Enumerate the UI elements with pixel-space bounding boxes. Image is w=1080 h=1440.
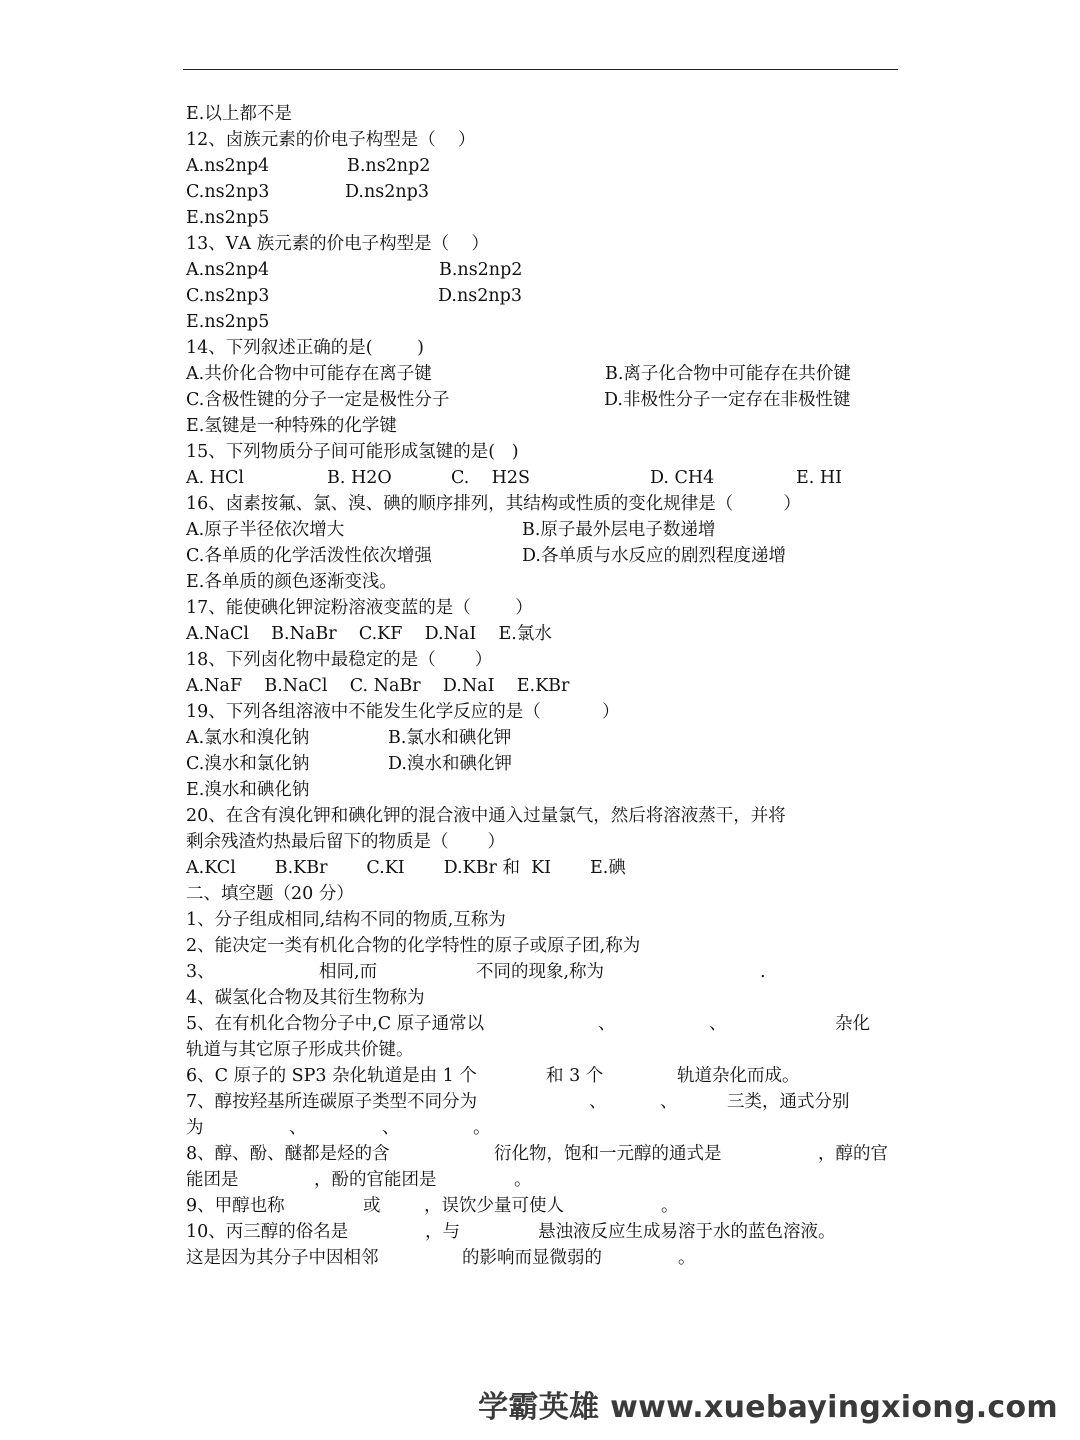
question-text: 19、下列各组溶液中不能发生化学反应的是（ ） (186, 702, 620, 722)
question-text-cont (186, 829, 906, 855)
option: A.原子半径依次增大 (186, 520, 345, 540)
question-text: 剩余残渣灼热最后留下的物质是（ ） (186, 832, 505, 852)
fill-text: 4、碳氢化合物及其衍生物称为 (186, 988, 425, 1008)
option: E.ns2np5 (186, 208, 270, 228)
fill-text: 不同的现象,称为 (476, 962, 605, 982)
fill-text: 轨道杂化而成。 (677, 1066, 800, 1086)
fill-text: 。 (514, 1170, 532, 1190)
fill-4 (186, 985, 906, 1011)
fill-text: 8、醇、酚、醚都是烃的含 (186, 1144, 390, 1164)
option: B.离子化合物中可能存在共价键 (605, 364, 851, 384)
option: B.ns2np2 (347, 156, 431, 176)
option-row (186, 543, 906, 569)
fill-text: 相同,而 (319, 962, 378, 982)
option: D.ns2np3 (438, 286, 522, 306)
fill-10-cont (186, 1245, 906, 1271)
section-heading (186, 881, 906, 907)
question-12 (186, 127, 906, 153)
fill-text: 、 (598, 1014, 616, 1034)
option-row (186, 361, 906, 387)
fill-text: 3、 (186, 962, 215, 982)
fill-10 (186, 1219, 906, 1245)
fill-8-cont (186, 1167, 906, 1193)
question-20 (186, 803, 906, 829)
question-17 (186, 595, 906, 621)
fill-text: 为 (186, 1118, 204, 1138)
question-19 (186, 699, 906, 725)
question-text: 13、ⅤA 族元素的价电子构型是（ ） (186, 234, 489, 254)
fill-text: 能团是 (186, 1170, 239, 1190)
option-row (186, 855, 906, 881)
fill-8 (186, 1141, 906, 1167)
option: E.氢键是一种特殊的化学键 (186, 416, 397, 436)
fill-text: 的影响而显微弱的 (462, 1248, 602, 1268)
option-row (186, 751, 906, 777)
option: B.原子最外层电子数递增 (522, 520, 716, 540)
option-row (186, 569, 906, 595)
option: C.含极性键的分子一定是极性分子 (186, 390, 450, 410)
fill-text: 悬浊液反应生成易溶于水的蓝色溶液。 (538, 1222, 836, 1242)
option: C.ns2np3 (186, 182, 270, 202)
fill-text: 、 (289, 1118, 307, 1138)
fill-text: 三类，通式分别 (727, 1092, 850, 1112)
fill-text: 。 (678, 1248, 696, 1268)
option-row (186, 309, 906, 335)
option-row (186, 179, 906, 205)
option: A.NaF B.NaCl C. NaBr D.NaI E.KBr (186, 676, 570, 696)
question-18 (186, 647, 906, 673)
option-row (186, 673, 906, 699)
fill-text: 。 (473, 1118, 491, 1138)
fill-9 (186, 1193, 906, 1219)
option-row (186, 621, 906, 647)
option: D.各单质与水反应的剧烈程度递增 (522, 546, 786, 566)
option: B.ns2np2 (439, 260, 523, 280)
option-row (186, 517, 906, 543)
fill-2 (186, 933, 906, 959)
fill-text: 衍化物，饱和一元醇的通式是 (494, 1144, 722, 1164)
question-15 (186, 439, 906, 465)
question-text: 14、下列叙述正确的是( ) (186, 338, 424, 358)
fill-text: 、 (382, 1118, 400, 1138)
option: E.溴水和碘化钠 (186, 780, 310, 800)
fill-text: 或 (363, 1196, 381, 1216)
fill-text: 7、醇按羟基所连碳原子类型不同分为 (186, 1092, 478, 1112)
question-text: 15、下列物质分子间可能形成氢键的是( ) (186, 442, 519, 462)
fill-1 (186, 907, 906, 933)
question-text: 12、卤族元素的价电子构型是（ ） (186, 130, 476, 150)
site-watermark: 学霸英雄 www.xuebayingxiong.com (478, 1390, 1058, 1425)
option: A.ns2np4 (186, 260, 270, 280)
option: A. HCl (186, 468, 245, 488)
fill-text: 和 3 个 (546, 1066, 604, 1086)
option: A.KCl B.KBr C.KI D.KBr 和 KI E.碘 (186, 858, 626, 878)
document-body (186, 101, 906, 1271)
fill-text: 、 (660, 1092, 678, 1112)
question-16 (186, 491, 906, 517)
option: D.ns2np3 (345, 182, 429, 202)
fill-text: 轨道与其它原子形成共价键。 (186, 1040, 414, 1060)
text-line (186, 101, 906, 127)
fill-text: 。 (661, 1196, 679, 1216)
fill-5-cont (186, 1037, 906, 1063)
fill-text: ，醇的官 (818, 1144, 888, 1164)
fill-text: 杂化 (835, 1014, 870, 1034)
question-14 (186, 335, 906, 361)
option: E. HI (796, 468, 843, 488)
option: A.NaCl B.NaBr C.KF D.NaI E.氯水 (186, 624, 552, 644)
option: C.各单质的化学活泼性依次增强 (186, 546, 432, 566)
option: A.氯水和溴化钠 (186, 728, 310, 748)
fill-text: 10、丙三醇的俗名是 (186, 1222, 349, 1242)
fill-text: 5、在有机化合物分子中,C 原子通常以 (186, 1014, 485, 1034)
option: E.ns2np5 (186, 312, 270, 332)
fill-text: . (760, 962, 766, 982)
option-row (186, 205, 906, 231)
option-row (186, 413, 906, 439)
option: B.氯水和碘化钾 (388, 728, 512, 748)
option: A.共价化合物中可能存在离子键 (186, 364, 432, 384)
fill-6 (186, 1063, 906, 1089)
option-row (186, 465, 906, 491)
option: C. H2S (451, 468, 530, 488)
question-text: 16、卤素按氟、氯、溴、碘的顺序排列，其结构或性质的变化规律是（ ） (186, 494, 801, 514)
question-13 (186, 231, 906, 257)
fill-text: 、 (709, 1014, 727, 1034)
fill-text: ，误饮少量可使人 (424, 1196, 564, 1216)
section-title: 二、填空题（20 分） (186, 884, 354, 904)
fill-text: 、 (589, 1092, 607, 1112)
option: D.非极性分子一定存在非极性键 (604, 390, 851, 410)
header-rule (183, 69, 898, 70)
fill-7-cont (186, 1115, 906, 1141)
option-row (186, 153, 906, 179)
fill-5 (186, 1011, 906, 1037)
text-segment: E.以上都不是 (186, 104, 292, 124)
fill-text: 9、甲醇也称 (186, 1196, 285, 1216)
option-row (186, 725, 906, 751)
fill-text: ，与 (425, 1222, 460, 1242)
option-row (186, 257, 906, 283)
option-row (186, 283, 906, 309)
fill-7 (186, 1089, 906, 1115)
fill-text: 2、能决定一类有机化合物的化学特性的原子或原子团,称为 (186, 936, 641, 956)
question-text: 17、能使碘化钾淀粉溶液变蓝的是（ ） (186, 598, 533, 618)
option-row (186, 777, 906, 803)
fill-text: 1、分子组成相同,结构不同的物质,互称为 (186, 910, 506, 930)
option: C.ns2np3 (186, 286, 270, 306)
option: D.溴水和碘化钾 (388, 754, 512, 774)
option: A.ns2np4 (186, 156, 270, 176)
option: E.各单质的颜色逐渐变浅。 (186, 572, 397, 592)
option-row (186, 387, 906, 413)
question-text: 20、在含有溴化钾和碘化钾的混合液中通入过量氯气，然后将溶液蒸干，并将 (186, 806, 786, 826)
option: C.溴水和氯化钠 (186, 754, 310, 774)
option: B. H2O (327, 468, 392, 488)
fill-3 (186, 959, 906, 985)
fill-text: ，酚的官能团是 (314, 1170, 437, 1190)
fill-text: 6、C 原子的 SP3 杂化轨道是由 1 个 (186, 1066, 477, 1086)
question-text: 18、下列卤化物中最稳定的是（ ） (186, 650, 493, 670)
option: D. CH4 (650, 468, 715, 488)
fill-text: 这是因为其分子中因相邻 (186, 1248, 379, 1268)
